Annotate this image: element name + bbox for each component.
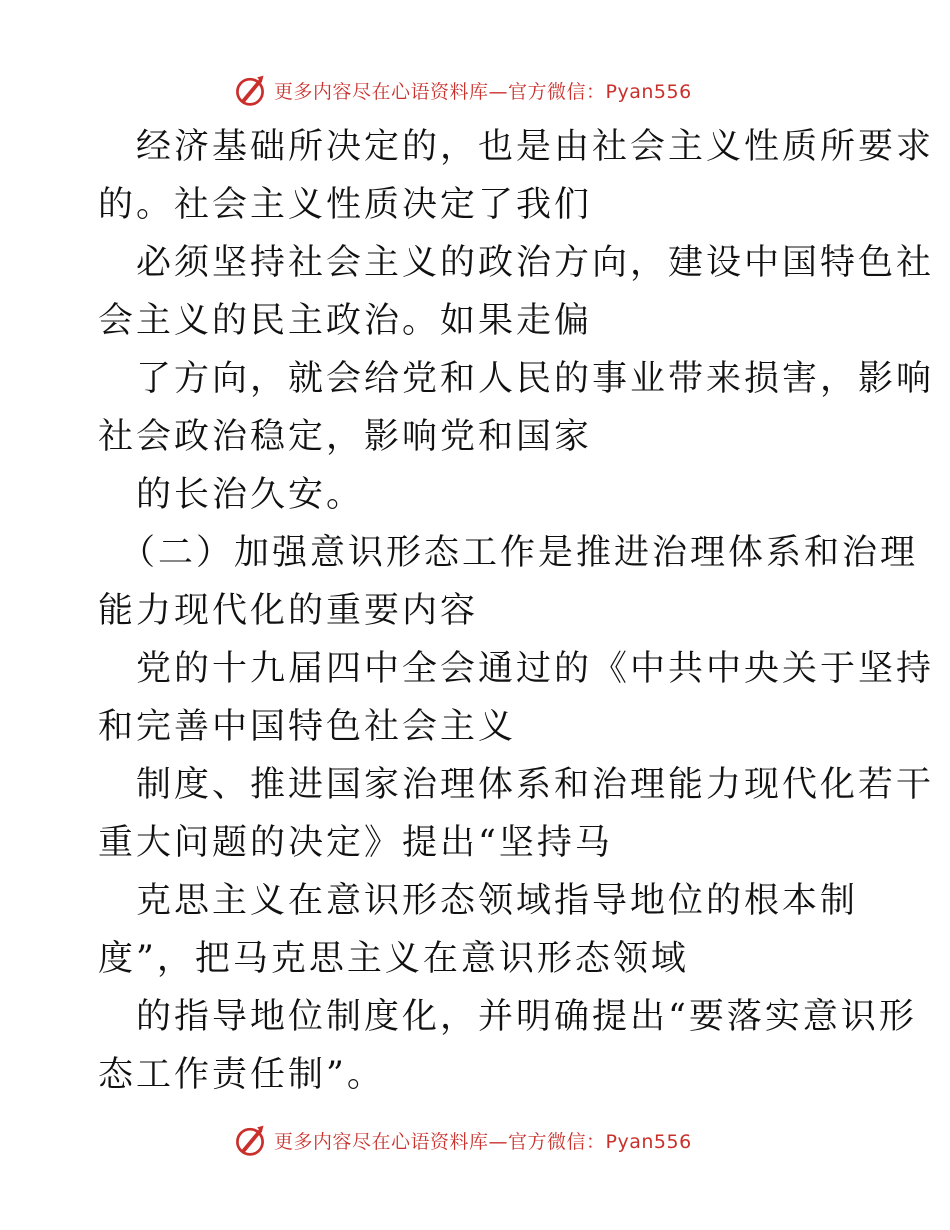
body-line: 的指导地位制度化，并明确提出“要落实意识形	[136, 997, 917, 1037]
section-heading: 能力现代化的重要内容	[98, 591, 479, 631]
body-line: 重大问题的决定》提出“坚持马	[98, 823, 613, 863]
body-line: 和完善中国特色社会主义	[98, 707, 517, 747]
body-line: 社会政治稳定，影响党和国家	[98, 417, 593, 457]
body-line: 经济基础所决定的，也是由社会主义性质所要求	[136, 127, 935, 167]
body-line: 态工作责任制”。	[98, 1055, 385, 1095]
body-line: 的。社会主义性质决定了我们	[98, 185, 593, 225]
body-line: 的长治久安。	[136, 475, 365, 515]
body-line: 了方向，就会给党和人民的事业带来损害，影响	[136, 359, 935, 399]
section-heading: （二）加强意识形态工作是推进治理体系和治理	[120, 533, 919, 573]
footer-banner-text: 更多内容尽在心语资料库—官方微信：Pyan556	[274, 1130, 692, 1153]
body-line: 度”，把马克思主义在意识形态领域	[98, 939, 689, 979]
footer-banner	[232, 1120, 752, 1160]
body-line: 克思主义在意识形态领域指导地位的根本制	[136, 881, 859, 921]
body-line: 会主义的民主政治。如果走偏	[98, 301, 593, 341]
body-line: 制度、推进国家治理体系和治理能力现代化若干	[136, 765, 935, 805]
header-banner-text: 更多内容尽在心语资料库—官方微信：Pyan556	[274, 80, 692, 103]
body-line: 必须坚持社会主义的政治方向，建设中国特色社	[136, 243, 935, 283]
body-line: 党的十九届四中全会通过的《中共中央关于坚持	[136, 649, 935, 689]
quill-logo-icon	[232, 1122, 268, 1158]
